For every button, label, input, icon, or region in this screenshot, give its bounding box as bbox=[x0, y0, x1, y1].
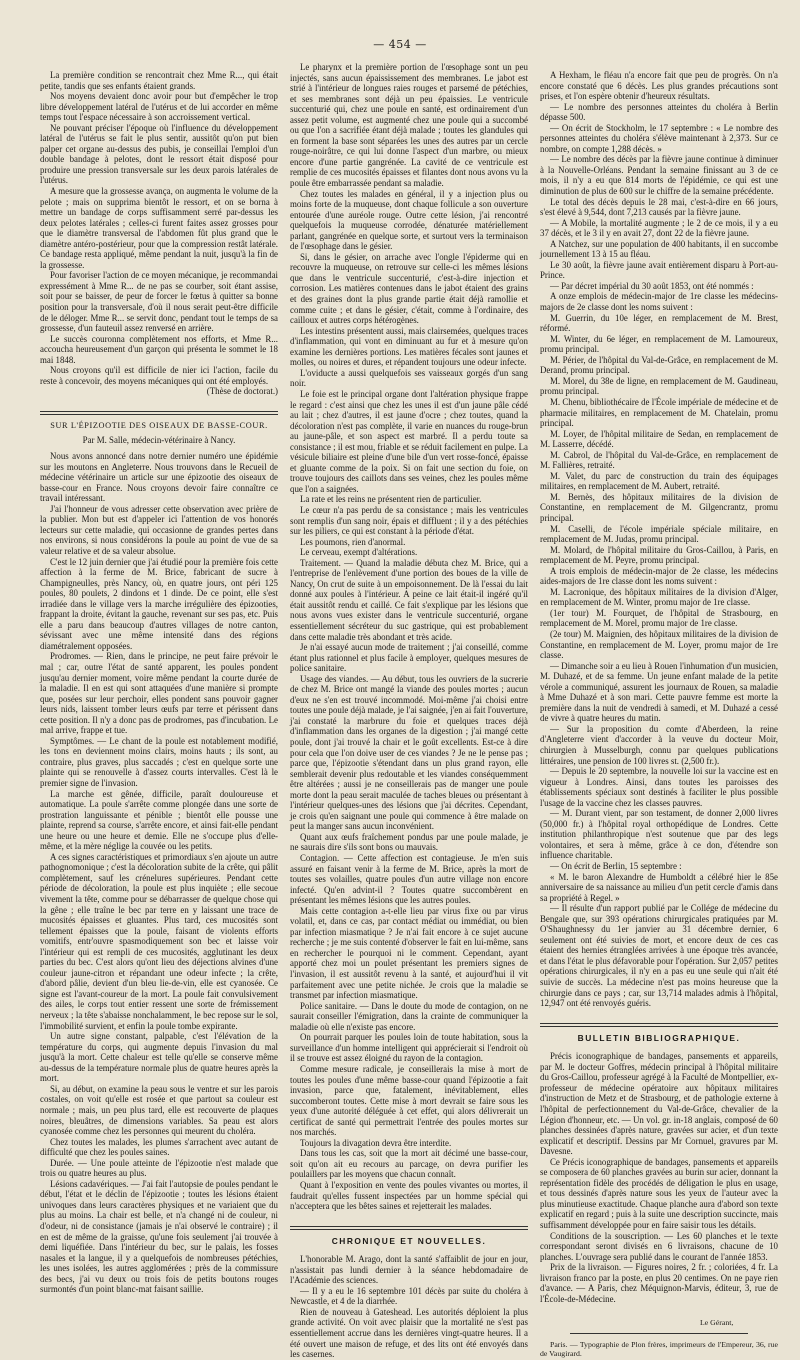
paragraph: (1er tour) M. Fourquet, de l'hôpital de Strasbourg, en remplacement de M. Morel, promu major de 1re classe. bbox=[540, 607, 778, 629]
paragraph: Conditions de la souscription. — Les 60 planches et le texte correspondant seront divisés en 6 livraisons, chacune de 10 planches. L'ouvrage sera publié dans le courant de l'année 1853. bbox=[540, 1230, 778, 1262]
paragraph: Les intestins présentent aussi, mais clairsemées, quelques traces d'inflammation, qui vont en diminuant au fur et à mesure qu'on examine les dernières portions. Les matières fécales sont jaunes et molles, ou noires et dures, et répandent toujours une odeur infecte. bbox=[290, 325, 528, 368]
paragraph: Quant à l'exposition en vente des poules vivantes ou mortes, il faudrait qu'elles fussent inspectées par un homme spécial qui n'acceptera que les bêtes saines et rejetterait les malades. bbox=[290, 1179, 528, 1212]
paragraph: Traitement. — Quand la maladie débuta chez M. Brice, qui a l'entreprise de l'enlèvement d'une portion des boues de la ville de Nancy, On crut de suite à un empoisonnement. De là l'essai du lait donné aux poules à l'intérieur. A peine ce lait était-il ingéré qu'il était aussitôt rendu et caillé. Ce fait s'explique par les lésions que nous avons vues exister dans le ventricule succenturié, organe essentiellement sécréteur du suc gastrique, qui est probablement dans cette maladie très abondant et très acide. bbox=[290, 557, 528, 642]
paragraph: Les poumons, rien d'anormal. bbox=[300, 536, 406, 547]
paragraph: M. Périer, de l'hôpital du Val-de-Grâce, en remplacement de M. Derand, promu principal. bbox=[540, 354, 778, 376]
column-middle bbox=[290, 62, 528, 1360]
paragraph: — Sur la proposition du comte d'Aberdeen, la reine d'Angleterre vient d'accorder à la veuve du docteur Moir, chirurgien à Musselburgh, connu par quelques publications littéraires, une pension de 100 livres st. (2,500 fr.). bbox=[540, 723, 778, 766]
paragraph: M. Morel, du 38e de ligne, en remplacement de M. Gaudineau, promu principal. bbox=[540, 375, 778, 397]
paragraph: La rate et les reins ne présentent rien de particulier. bbox=[300, 494, 482, 505]
paragraph: Ce Précis iconographique de bandages, pansements et appareils se composera de 60 planches gravées au burin sur acier, donnant la représentation fidèle des procédés de déligation le plus en usage, et tous dessinés d'après nature sous les yeux de l'auteur avec la plus minutieuse exactitude. Chaque planche aura d'abord son texte explicatif en regard ; puis à la suite une description succincte, mais suffisamment développée pour en faire saisir tous les détails. bbox=[540, 1156, 778, 1230]
paragraph: Le cœur n'a pas perdu de sa consistance ; mais les ventricules sont remplis d'un sang noir, épais et diffluent ; il y a des pétéchies sur les piliers, ce qui est constant à la période d'état. bbox=[290, 504, 528, 537]
paragraph: Prodromes. — Rien, dans le principe, ne peut faire prévoir le mal ; car, outre l'état de santé apparent, les poules pondent jusqu'au dernier moment, voire même pendant la courte durée de la maladie. Il en est qui sont attaquées d'une manière si prompte que, posées sur leur perchoir, elles pondent sans pouvoir gagner leurs nids, laissent tomber leurs œufs par terre et périssent dans cette position. Il n'y a donc pas de prodromes, pas d'incubation. Le mal arrive, frappe et tue. bbox=[40, 651, 278, 736]
paragraph: A Hexham, le fléau n'a encore fait que peu de progrès. On n'a encore constaté que 6 décès. Les plus grandes précautions sont prises, et l'on espère obtenir d'heureux résultats. bbox=[540, 70, 778, 102]
author-byline: Par M. Salle, médecin-vétérinaire à Nancy. bbox=[82, 434, 236, 445]
paragraph: Dans tous les cas, soit que la mort ait décimé une basse-cour, soit qu'on ait eu recours au parcage, on devra purifier les poulaillers par les moyens que chacun connaît. bbox=[290, 1148, 528, 1180]
paragraph: Prix de la livraison. — Figures noires, 2 fr. ; coloriées, 4 fr. La livraison franco par la poste, en plus 20 centimes. On ne paye rien d'avance. — A Paris, chez Méquignon-Marvis, éditeur, 3, rue de l'École-de-Médecine. bbox=[540, 1262, 778, 1304]
paragraph: A mesure que la grossesse avança, on augmenta le volume de la pelote ; mais on supprima bientôt le ressort, et on se borna à mettre un bandage de corps suffisamment serré par-dessus les deux pelotes latérales ; celles-ci furent faites assez grosses pour que le diamètre transversal de l'abdomen fût plus grand que le diamètre antéro-postérieur, pour que la compression restât latérale. Ce bandage resta appliqué, même pendant la nuit, jusqu'à la fin de la grossesse. bbox=[40, 186, 278, 270]
paragraph: Ne pouvant préciser l'époque où l'influence du développement latéral de l'utérus se fait le plus sentir, aussitôt qu'on put bien palper cet organe au-dessus des pubis, je conseillai l'emploi d'un double bandage à pelotes, dont le ressort était disposé pour produire une pression transversale sur les deux parois latérales de l'utérus. bbox=[40, 122, 278, 186]
paragraph: M. Valet, du parc de construction du train des équipages militaires, en remplacement de M. Aubert, retraité. bbox=[540, 470, 778, 492]
paragraph: Si, au début, on examine la peau sous le ventre et sur les parois costales, on voit qu'elle est rosée et que partout sa couleur est normale ; mais, un peu plus tard, elle est recouverte de plaques noires, bleuâtres, de dimensions variables. Sa peau est alors cyanosée comme chez les personnes qui meurent du choléra. bbox=[40, 1083, 278, 1137]
paragraph: Le 30 août, la fièvre jaune avait entièrement disparu à Port-au-Prince. bbox=[540, 259, 778, 281]
paragraph: M. Bernès, des hôpitaux militaires de la division de Constantine, en remplacement de M. Gilgencrantz, promu principal. bbox=[540, 491, 778, 523]
footer-printer: Paris. — Typographie de Plon frères, imprimeurs de l'Empereur, 36, rue de Vaugirard. bbox=[540, 1340, 778, 1359]
paragraph: — A Mobile, la mortalité augmente ; le 2 de ce mois, il y a eu 37 décès, et le 3 il y en avait 27, dont 22 de la fièvre jaune. bbox=[540, 217, 778, 239]
paragraph: Chez toutes les malades, les plumes s'arrachent avec autant de difficulté que chez les poules saines. bbox=[40, 1136, 278, 1158]
paragraph: Lésions cadavériques. — J'ai fait l'autopsie de poules pendant le début, l'état et le déclin de l'épizootie ; toutes les lésions étaient univoques dans leurs caractères physiques et ne variaient que du plus au moins. La chair est belle, et n'a changé ni de couleur, ni d'odeur, ni de consistance (jamais je n'ai observé le contraire) ; il en est de même de la graisse, qu'une fois seulement j'ai trouvée à demi liquéfiée. Dans l'intérieur du bec, sur le palais, les fosses nasales et la langue, il y a quelquefois de nombreuses pétéchies, les unes isolées, les autres agglomérées ; près de la commissure des becs, j'ai vu deux ou trois fois de petits boutons rouges surmontés d'un point blanc-mat faisant saillie. bbox=[40, 1178, 278, 1295]
paragraph: Toujours la divagation devra être interdite. bbox=[300, 1137, 452, 1148]
column-right bbox=[540, 70, 778, 1358]
paragraph: — Il y a eu le 16 septembre 101 décès par suite du choléra à Newcastle, et 4 de la diarrhée. bbox=[290, 1285, 528, 1307]
paragraph: La marche est gênée, difficile, paraît douloureuse et automatique. La poule s'arrête comme plongée dans une sorte de prostration languissante et pénible ; bientôt elle pousse une plainte, reprend sa course, s'arrête encore, et ainsi fait-elle pendant une heure ou une heure et demie. Elle ne s'occupe plus d'elle-même, et la mère néglige la couvée ou les petits. bbox=[40, 788, 278, 852]
paragraph: — M. Durant vient, par son testament, de donner 2,000 livres (50,000 fr.) à l'hôpital royal orthopédique de Londres. Cette institution philanthropique n'est soutenue que par des legs volontaires, et sera à même, grâce à ce don, d'étendre son influence charitable. bbox=[540, 808, 778, 861]
paragraph: — Dimanche soir a eu lieu à Rouen l'inhumation d'un musicien, M. Duhazé, et de sa femme. Un jeune enfant malade de la petite vérole a communiqué, assurent les journaux de Rouen, sa maladie à Mme Duhazé et à son mari. Cette pauvre femme est morte la première dans la nuit de vendredi à samedi, et M. Duhazé a cessé de vivre à quatre heures du matin. bbox=[540, 660, 778, 724]
paragraph: « M. le baron Alexandre de Humboldt a célébré hier le 85e anniversaire de sa naissance au milieu d'un petit cercle d'amis dans sa propriété à Regel. » bbox=[540, 871, 778, 903]
paragraph: Nous avons annoncé dans notre dernier numéro une épidémie sur les moutons en Angleterre. Nous trouvons dans le Recueil de médecine vétérinaire un article sur une épizootie des oiseaux de basse-cour en France. Nous croyons devoir faire connaître ce travail intéressant. bbox=[40, 451, 278, 504]
paragraph: Contagion. — Cette affection est contagieuse. Je m'en suis assuré en faisant venir à la ferme de M. Brice, après la mort de toutes ses volailles, quatre poules d'un autre village non encore infecté. Qu'en advint-il ? Toutes quatre succombèrent en présentant les mêmes lésions que les autres poules. bbox=[290, 853, 528, 906]
paragraph: M. Chenu, bibliothécaire de l'École impériale de médecine et de pharmacie militaires, en remplacement de M. Chatelain, promu principal. bbox=[540, 396, 778, 429]
paragraph: — Le nombre des personnes atteintes du choléra à Berlin dépasse 500. bbox=[540, 101, 778, 123]
paragraph: Nos moyens devaient donc avoir pour but d'empêcher le trop libre développement latéral de l'utérus et de lui accorder en même temps tout l'espace nécessaire à son accroissement vertical. bbox=[40, 91, 278, 123]
paragraph: — Il résulte d'un rapport publié par le Collége de médecine du Bengale que, sur 393 opérations chirurgicales pratiquées par M. O'Shaughnessy du 1er janvier au 31 décembre dernier, 6 seulement ont été suivies de mort, et encore deux de ces cas étaient des hernies étranglées arrivées à une époque très avancée, et dans l'état le plus défavorable pour l'opération. Sur 2,057 petites opérations chirurgicales, il n'y en a pas eu une seule qui n'ait été suivie de succès. La médecine n'est pas moins heureuse que la chirurgie dans ce pays ; car, sur 13,714 malades admis à l'hôpital, 12,947 ont été renvoyés guéris. bbox=[540, 903, 778, 1009]
paragraph: Le foie est le principal organe dont l'altération physique frappe le regard : c'est ainsi que chez les unes il est d'un jaune pâle cédé au lait ; chez d'autres, il est jaune d'ocre ; chez toutes, quand la décoloration n'est pas complète, il varie en nuances du rouge-brun au jaune-pâle, et son aspect est marbré. Il a perdu toute sa consistance ; il est mou, friable et se réduit facilement en pulpe. La vésicule biliaire est pleine d'une bile d'un vert rosse-foncé, épaisse et gluante comme de la poix. Si on fait une section du foie, on trouve toujours des caillots dans ses veines, chez les poules même que l'on a saignées. bbox=[290, 388, 528, 494]
paragraph: — On écrit de Stockholm, le 17 septembre : « Le nombre des personnes atteintes du choléra s'élève maintenant à 2,373. Sur ce nombre, on compte 1,288 décès. » bbox=[540, 122, 778, 154]
paragraph: Le succès couronna complètement nos efforts, et Mme R... accoucha heureusement d'un garçon qui présenta le sommet le 18 mai 1848. bbox=[40, 333, 278, 365]
paragraph: A trois emplois de médecin-major de 2e classe, les médecins aides-majors de 1re classe dont les noms suivent : bbox=[540, 565, 778, 587]
paragraph: On pourrait parquer les poules loin de toute habitation, sous la surveillance d'un homme intelligent qui apprécierait si l'endroit où il se trouve est assez éloigné du rayon de la contagion. bbox=[290, 1032, 528, 1064]
paragraph: — Le nombre des décès par la fièvre jaune continue à diminuer à la Nouvelle-Orléans. Pendant la semaine finissant au 3 de ce mois, il n'y a eu que 814 morts de l'épidémie, ce qui est une diminution de plus de 600 sur le chiffre de la semaine précédente. bbox=[540, 154, 778, 197]
footer bbox=[540, 1318, 778, 1358]
paragraph: J'ai l'honneur de vous adresser cette observation avec prière de la publier. Mon but est d'appeler ici l'attention de vos honorés lecteurs sur cette maladie, qui occasionne de grandes pertes dans nos environs, si nous considérons la poule au point de vue de sa valeur relative et de sa valeur absolue. bbox=[40, 503, 278, 556]
footer-divider bbox=[570, 1333, 748, 1334]
section-title-chronique: CHRONIQUE ET NOUVELLES. bbox=[331, 1235, 487, 1246]
section-title-bulletin: BULLETIN BIBLIOGRAPHIQUE. bbox=[577, 1032, 741, 1043]
source-citation: (Thèse de doctorat.) bbox=[206, 386, 278, 397]
section-title-epizootie: SUR L'ÉPIZOOTIE DES OISEAUX DE BASSE-COUR. bbox=[50, 420, 268, 430]
paragraph: Police sanitaire. — Dans le doute du mode de contagion, on ne saurait conseiller l'émigration, dans la crainte de communiquer la maladie où elle n'existe pas encore. bbox=[290, 1000, 528, 1032]
paragraph: Usage des viandes. — Au début, tous les ouvriers de la sucrerie de chez M. Brice ont mangé la viande des poules mortes ; aucun d'eux ne s'en est trouvé incommodé. Moi-même j'ai choisi entre toutes une poule déjà malade, je l'ai saignée, j'en ai fait l'ouverture, j'ai constaté la marbrure du foie et quelques traces déjà d'inflammation dans les organes de la digestion ; j'ai mangé cette poule, dont j'ai trouvé la chair et le goût excellents. Est-ce à dire pour cela que l'on doive user de ces viandes ? Je ne le pense pas ; parce que, l'épizootie s'étendant dans un plus grand rayon, elle semblerait devenir plus redoutable et les viandes conséquemment être altérées ; aussi je ne conseillerais pas de manger une poule morte dont la peau serait maculée de taches bleues ou présentant à l'intérieur quelques-unes des lésions que j'ai décrites. Cependant, je crois qu'en saignant une poule qui commence à être malade on peut la manger sans aucun inconvénient. bbox=[290, 673, 528, 832]
paragraph: A onze emplois de médecin-major de 1re classe les médecins-majors de 2e classe dont les noms suivent : bbox=[540, 291, 778, 313]
paragraph: M. Guerrin, du 10e léger, en remplacement de M. Brest, réformé. bbox=[540, 312, 778, 334]
paragraph: Durée. — Une poule atteinte de l'épizootie n'est malade que trois ou quatre heures au plus. bbox=[40, 1157, 278, 1179]
paragraph: L'honorable M. Arago, dont la santé s'affaiblit de jour en jour, n'assistait pas lundi dernier à la séance hebdomadaire de l'Académie des sciences. bbox=[290, 1254, 528, 1286]
section-divider bbox=[290, 1226, 528, 1230]
paragraph: (2e tour) M. Maignien, des hôpitaux militaires de la division de Constantine, en remplacement de M. Loyer, promu major de 1re classe. bbox=[540, 628, 778, 661]
paragraph: M. Molard, de l'hôpital militaire du Gros-Caillou, à Paris, en remplacement de M. Peyre, promu principal. bbox=[540, 544, 778, 566]
paragraph: Quant aux œufs fraîchement pondus par une poule malade, je ne saurais dire s'ils sont bons ou mauvais. bbox=[290, 831, 528, 853]
paragraph: A Natchez, sur une population de 400 habitants, il en succombe journellement 13 à 15 au fléau. bbox=[540, 238, 778, 260]
paragraph: Le cerveau, exempt d'altérations. bbox=[300, 547, 418, 558]
paragraph: A ces signes caractéristiques et primordiaux s'en ajoute un autre pathognomonique ; c'est la décoloration subite de la crête, qui pâlit complètement, sauf les crénelures supérieures. Pendant cette période de décoloration, la poule est plus inquiète ; elle secoue vivement la tête, comme pour se débarrasser de quelque chose qui la gêne ; elle traîne le bec par terre en y laissant une trace de mucosités épaisses et gluantes. Plus tard, ces mucosités sont tellement épaisses que la poule, faisant de violents efforts vomitifs, entr'ouvre spasmodiquement son bec et laisse voir l'intérieur qui est rempli de ces mucosités, agglutinant les deux parties du bec. C'est alors qu'ont lieu des déjections alvines d'une couleur jaune-citron et répandant une odeur infecte ; la crête, d'abord pâlie, devient d'un bleu lie-de-vin, elle est cyanosée. Ce signe est l'avant-coureur de la mort. La poule fait convulsivement des ailes, le corps tout entier ressent une sorte de frémissement nerveux ; la tête s'abaisse nonchalamment, le bec repose sur le sol, l'immobilité survient, et enfin la poule tombe expirante. bbox=[40, 851, 278, 1031]
paragraph: Le pharynx et la première portion de l'œsophage sont un peu injectés, sans aucun épaississement des membranes. Le jabot est strié à l'intérieur de longues raies rouges et parsemé de pétéchies, et ses membranes sont déjà un peu épaissies. Le ventricule succenturié qui, chez une poule en santé, est ordinairement d'un assez petit volume, est augmenté chez une poule qui a succombé ou que l'on a sacrifiée étant déjà malade ; toutes les glandules qui en forment la base sont séparées les unes des autres par un cercle rouge-noirâtre, ce qui lui donne l'aspect d'un marbre, ou mieux encore d'une partie gangrénée. La cavité de ce ventricule est remplie de ces mucosités épaisses et filantes dont nous avons vu la poule être embarrassée pendant sa maladie. bbox=[290, 62, 528, 189]
paragraph: L'oviducte a aussi quelquefois ses vaisseaux gorgés d'un sang noir. bbox=[290, 367, 528, 389]
paragraph: — On écrit de Berlin, 15 septembre : bbox=[550, 861, 682, 872]
column-left bbox=[40, 70, 278, 1295]
paragraph: Nous croyons qu'il est difficile de nier ici l'action, facile du reste à concevoir, des moyens mécaniques qui ont été employés. bbox=[40, 365, 278, 386]
paragraph: Précis iconographique de bandages, pansements et appareils, par M. le docteur Goffres, médecin principal à l'hôpital militaire du Gros-Caillou, professeur agrégé à la Faculté de Montpellier, ex-professeur de médecine opératoire aux hôpitaux militaires d'instruction de Metz et de Strasbourg, et de pathologie externe à l'hôpital de perfectionnement du Val-de-Grâce, chevalier de la Légion d'honneur, etc. — Un vol. gr. in-18 anglais, composé de 60 planches dessinées d'après nature, gravées sur acier, et d'un texte explicatif et descriptif. Dessins par Mr Cornuel, gravures par M. Davesne. bbox=[540, 1051, 778, 1157]
paragraph: M. Loyer, de l'hôpital militaire de Sedan, en remplacement de M. Lasserre, décédé. bbox=[540, 428, 778, 450]
paragraph: — Depuis le 20 septembre, la nouvelle loi sur la vaccine est en vigueur à Londres. Ainsi, dans toutes les paroisses des établissements spéciaux sont destinés à faciliter le plus possible l'usage de la vaccine chez les classes pauvres. bbox=[540, 766, 778, 808]
section-divider bbox=[40, 411, 278, 415]
page-number-header: — 454 — bbox=[373, 38, 427, 51]
paragraph: C'est le 12 juin dernier que j'ai étudié pour la première fois cette affection à la ferme de M. Brice, fabricant de sucre à Champigneulles, près Nancy, où, en quatre jours, ont péri 125 poules, 80 poulets, 2 dindons et 1 dinde. De ce point, elle s'est irradiée dans le village vers la marche irrégulière des épizooties, frappant la droite, évitant la gauche, revenant sur ses pas, etc. Puis elle a paru dans beaucoup d'autres villages de notre canton, sévissant avec une même intensité dans des régions diamétralement opposées. bbox=[40, 556, 278, 651]
paragraph: M. Cabrol, de l'hôpital du Val-de-Grâce, en remplacement de M. Fallières, retraité. bbox=[540, 449, 778, 471]
paragraph: Symptômes. — Le chant de la poule est notablement modifié, les tons en deviennent moins clairs, moins hauts ; ils sont, au contraire, plus graves, plus saccadés ; c'est en quelque sorte une plainte qui se renouvelle à d'assez courts intervalles. C'est là le premier signe de l'invasion. bbox=[40, 735, 278, 788]
section-divider bbox=[540, 1023, 778, 1027]
paragraph: Chez toutes les malades en général, il y a injection plus ou moins forte de la muqueuse, dont chaque follicule a son ouverture entourée d'une auréole rouge. Outre cette lésion, j'ai rencontré quelquefois la muqueuse corrodée, dénaturée matériellement parlant, gangrénée en quelque sorte, et surtout vers la terminaison de l'œsophage dans le gésier. bbox=[290, 188, 528, 252]
paragraph: Je n'ai essayé aucun mode de traitement ; j'ai conseillé, comme étant plus rationnel et plus facile à employer, quelques mesures de police sanitaire. bbox=[290, 642, 528, 674]
paragraph: Si, dans le gésier, on arrache avec l'ongle l'épiderme qui en recouvre la muqueuse, on retrouve sur celle-ci les mêmes lésions que dans le ventricule succenturié, c'est-à-dire injection et corrosion. Les matières contenues dans le jabot étaient des grains et des graines dont la plus grande partie était déjà ramollie et comme cuite ; et dans le gésier, c'était, comme à l'ordinaire, des cailloux et autres corps hétérogènes. bbox=[290, 251, 528, 326]
paragraph: Rien de nouveau à Gateshead. Les autorités déploient la plus grande activité. On voit avec plaisir que la mortalité ne s'est pas essentiellement accrue dans les dernières vingt-quatre heures. Il a été ouvert une maison de refuge, et des lits ont été envoyés dans les casernes. bbox=[290, 1306, 528, 1360]
paragraph: Pour favoriser l'action de ce moyen mécanique, je recommandai expressément à Mme R... de ne pas se courber, soit étant assise, soit pour se baisser, de peur de forcer le fœtus à quitter sa bonne position pour la transversale, d'où il nous serait peut-être difficile de le déloger. Mme R... se servit donc, pendant tout le temps de sa grossesse, d'un fauteuil assez renversé en arrière. bbox=[40, 270, 278, 334]
paragraph: M. Winter, du 6e léger, en remplacement de M. Lamoureux, promu principal. bbox=[540, 333, 778, 355]
paragraph: M. Lacronique, des hôpitaux militaires de la division d'Alger, en remplacement de M. Winter, promu major de 1re classe. bbox=[540, 586, 778, 608]
paragraph: — Par décret impérial du 30 août 1853, ont été nommés : bbox=[550, 280, 754, 291]
paragraph: Le total des décès depuis le 28 mai, c'est-à-dire en 66 jours, s'est élevé à 9,544, dont 7,213 causés par la fièvre jaune. bbox=[540, 196, 778, 218]
footer-gerant: Le Gérant, bbox=[700, 1318, 734, 1328]
paragraph: M. Caselli, de l'école impériale spéciale militaire, en remplacement de M. Judas, promu principal. bbox=[540, 523, 778, 545]
paragraph: La première condition se rencontrait chez Mme R..., qui était petite, tandis que ses enfants étaient grands. bbox=[40, 70, 278, 91]
paragraph: Comme mesure radicale, je conseillerais la mise à mort de toutes les poules d'une même basse-cour quand l'épizootie a fait invasion, parce que, fatalement, inévitablement, elles succomberont toutes. Cette mise à mort devrait se faire sous les yeux d'une autorité déléguée à cet effet, qui alors délivrerait un certificat de santé qui permettrait l'entrée des poules mortes sur nos marchés. bbox=[290, 1063, 528, 1138]
paragraph: Un autre signe constant, palpable, c'est l'élévation de la température du corps, qui augmente depuis l'invasion du mal jusqu'à la mort. Cette chaleur est telle qu'elle se conserve même au-dessus de la température normale plus de quatre heures après la mort. bbox=[40, 1031, 278, 1084]
paragraph: Mais cette contagion a-t-elle lieu par virus fixe ou par virus volatil, et, dans ce cas, par contact médiat ou immédiat, ou bien par infection miasmatique ? Je n'ai fait encore à ce sujet aucune recherche ; je me suis contenté d'observer le fait en lui-même, sans en rechercher le pourquoi ni le comment. Cependant, ayant apporté chez moi un poulet présentant les premiers signes de l'invasion, il est aussitôt revenu à la santé, et aujourd'hui il vit parfaitement avec une petite nichée. Je crois que la maladie se transmet par infection miasmatique. bbox=[290, 905, 528, 1001]
